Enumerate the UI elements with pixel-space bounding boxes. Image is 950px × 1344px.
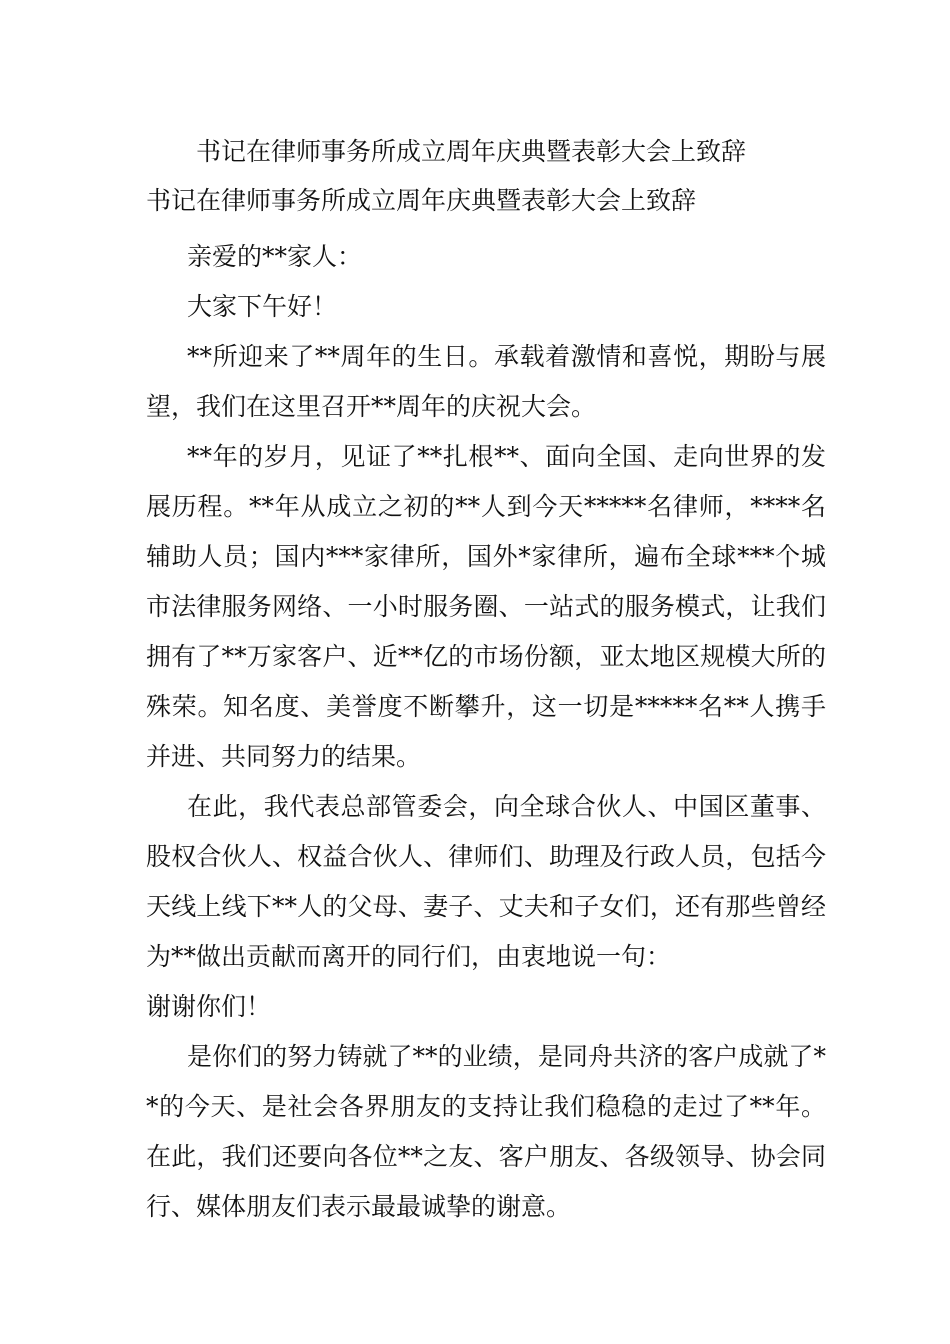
paragraph-history: **年的岁月，见证了**扎根**、面向全国、走向世界的发展历程。**年从成立之初的**人到今天*****名律师，****名辅助人员；国内***家律所，国外*家律所，遍布全球***个城市法律服务网络、一小时服务圈、一站式的服务模式，让我们拥有了**万家客户、近**亿的市场份额，亚太地区规模大所的殊荣。知名度、美誉度不断攀升，这一切是*****名**人携手并进、共同努力的结果。 xyxy=(146,442,826,771)
document-subtitle: 书记在律师事务所成立周年庆典暨表彰大会上致辞 xyxy=(146,186,697,215)
paragraph-thanks-partners: 是你们的努力铸就了**的业绩，是同舟共济的客户成就了**的今天、是社会各界朋友的支持让我们稳稳的走过了**年。在此，我们还要向各位**之友、客户朋友、各级领导、协会同行、媒体朋友们表示最最诚挚的谢意。 xyxy=(146,1042,826,1221)
salutation: 亲爱的**家人： xyxy=(187,242,363,271)
paragraph-anniversary: **所迎来了**周年的生日。承载着激情和喜悦，期盼与展望，我们在这里召开**周年的庆祝大会。 xyxy=(146,342,826,421)
document-body xyxy=(146,232,826,1232)
paragraph-thank-you: 谢谢你们！ xyxy=(146,992,272,1021)
greeting: 大家下午好！ xyxy=(187,292,338,321)
document-title: 书记在律师事务所成立周年庆典暨表彰大会上致辞 xyxy=(196,137,747,166)
paragraph-thanks-staff: 在此，我代表总部管委会，向全球合伙人、中国区董事、股权合伙人、权益合伙人、律师们、助理及行政人员，包括今天线上线下**人的父母、妻子、丈夫和子女们，还有那些曾经为**做出贡献而离开的同行们，由衷地说一句： xyxy=(146,792,826,971)
